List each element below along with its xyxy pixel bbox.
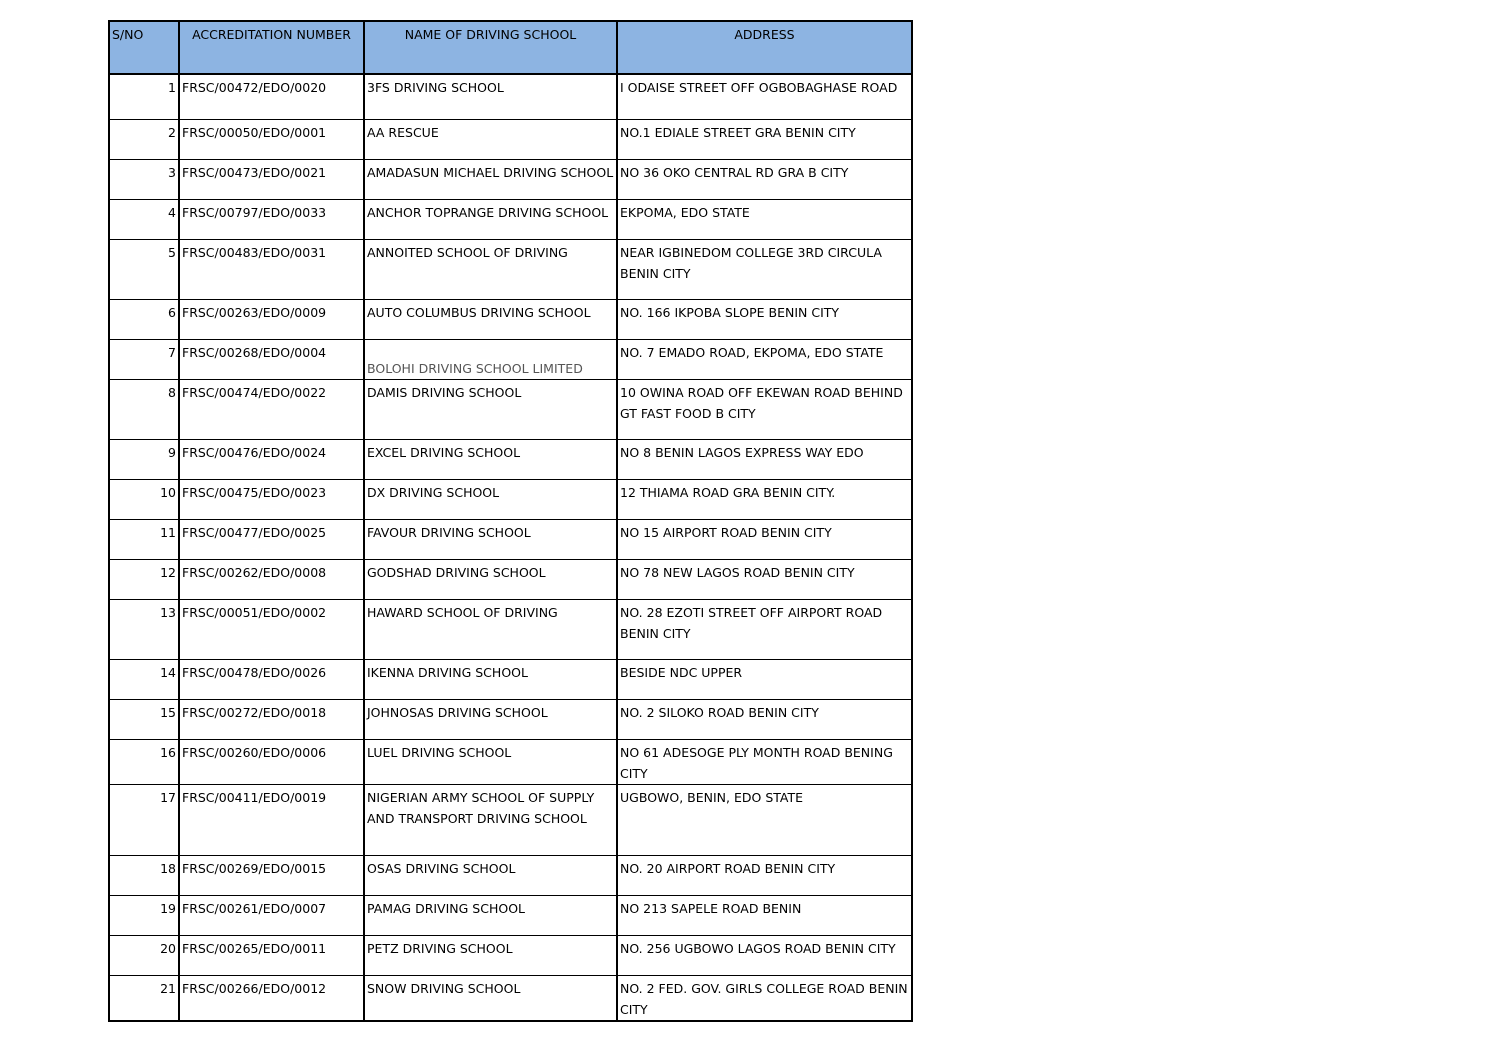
accreditation-cell: FRSC/00262/EDO/0008 xyxy=(179,560,364,600)
accreditation-cell: FRSC/00797/EDO/0033 xyxy=(179,200,364,240)
accreditation-cell: FRSC/00265/EDO/0011 xyxy=(179,936,364,976)
sno-cell: 3 xyxy=(109,160,179,200)
table-header xyxy=(109,21,912,74)
sno-cell: 10 xyxy=(109,480,179,520)
sno-cell: 7 xyxy=(109,340,179,380)
table-row xyxy=(109,340,912,380)
address-cell: BESIDE NDC UPPER xyxy=(617,660,912,700)
school-name-cell: PETZ DRIVING SCHOOL xyxy=(364,936,617,976)
sno-cell: 5 xyxy=(109,240,179,300)
table-row xyxy=(109,160,912,200)
accreditation-cell: FRSC/00269/EDO/0015 xyxy=(179,856,364,896)
school-name-cell: SNOW DRIVING SCHOOL xyxy=(364,976,617,1022)
address-cell: NO 15 AIRPORT ROAD BENIN CITY xyxy=(617,520,912,560)
address-cell: 10 OWINA ROAD OFF EKEWAN ROAD BEHIND GT FAST FOOD B CITY xyxy=(617,380,912,440)
accreditation-cell: FRSC/00051/EDO/0002 xyxy=(179,600,364,660)
header-address: ADDRESS xyxy=(617,21,912,74)
school-name-cell: JOHNOSAS DRIVING SCHOOL xyxy=(364,700,617,740)
address-cell: NO. 256 UGBOWO LAGOS ROAD BENIN CITY xyxy=(617,936,912,976)
address-cell: EKPOMA, EDO STATE xyxy=(617,200,912,240)
sno-cell: 15 xyxy=(109,700,179,740)
sno-cell: 20 xyxy=(109,936,179,976)
school-name-cell: LUEL DRIVING SCHOOL xyxy=(364,740,617,785)
table-row xyxy=(109,896,912,936)
school-name-cell: AMADASUN MICHAEL DRIVING SCHOOL xyxy=(364,160,617,200)
accreditation-cell: FRSC/00478/EDO/0026 xyxy=(179,660,364,700)
school-name-cell: DX DRIVING SCHOOL xyxy=(364,480,617,520)
address-cell: NO 213 SAPELE ROAD BENIN xyxy=(617,896,912,936)
driving-schools-table xyxy=(108,20,913,1022)
sno-cell: 12 xyxy=(109,560,179,600)
address-cell: I ODAISE STREET OFF OGBOBAGHASE ROAD xyxy=(617,74,912,120)
sno-cell: 18 xyxy=(109,856,179,896)
school-name-cell: HAWARD SCHOOL OF DRIVING xyxy=(364,600,617,660)
accreditation-cell: FRSC/00050/EDO/0001 xyxy=(179,120,364,160)
sno-cell: 17 xyxy=(109,785,179,856)
table-row xyxy=(109,440,912,480)
sno-cell: 8 xyxy=(109,380,179,440)
header-school-name: NAME OF DRIVING SCHOOL xyxy=(364,21,617,74)
table-row xyxy=(109,856,912,896)
accreditation-cell: FRSC/00263/EDO/0009 xyxy=(179,300,364,340)
address-cell: NO. 2 SILOKO ROAD BENIN CITY xyxy=(617,700,912,740)
table-row xyxy=(109,740,912,785)
school-name-cell: PAMAG DRIVING SCHOOL xyxy=(364,896,617,936)
table-row xyxy=(109,200,912,240)
school-name-cell: EXCEL DRIVING SCHOOL xyxy=(364,440,617,480)
school-name-cell: ANCHOR TOPRANGE DRIVING SCHOOL xyxy=(364,200,617,240)
school-name-cell: IKENNA DRIVING SCHOOL xyxy=(364,660,617,700)
address-cell: NO 36 OKO CENTRAL RD GRA B CITY xyxy=(617,160,912,200)
table-row xyxy=(109,660,912,700)
table-body xyxy=(109,74,912,1021)
sno-cell: 21 xyxy=(109,976,179,1022)
sno-cell: 1 xyxy=(109,74,179,120)
accreditation-cell: FRSC/00260/EDO/0006 xyxy=(179,740,364,785)
sno-cell: 19 xyxy=(109,896,179,936)
accreditation-cell: FRSC/00474/EDO/0022 xyxy=(179,380,364,440)
header-row xyxy=(109,21,912,74)
address-cell: NO. 7 EMADO ROAD, EKPOMA, EDO STATE xyxy=(617,340,912,380)
accreditation-cell: FRSC/00483/EDO/0031 xyxy=(179,240,364,300)
sno-cell: 9 xyxy=(109,440,179,480)
table-row xyxy=(109,520,912,560)
accreditation-cell: FRSC/00261/EDO/0007 xyxy=(179,896,364,936)
address-cell: NO. 20 AIRPORT ROAD BENIN CITY xyxy=(617,856,912,896)
accreditation-cell: FRSC/00473/EDO/0021 xyxy=(179,160,364,200)
address-cell: NO. 2 FED. GOV. GIRLS COLLEGE ROAD BENIN CITY xyxy=(617,976,912,1022)
school-name-cell: AA RESCUE xyxy=(364,120,617,160)
table-row xyxy=(109,976,912,1022)
accreditation-cell: FRSC/00266/EDO/0012 xyxy=(179,976,364,1022)
school-name-cell: OSAS DRIVING SCHOOL xyxy=(364,856,617,896)
address-cell: NO.1 EDIALE STREET GRA BENIN CITY xyxy=(617,120,912,160)
table-row xyxy=(109,120,912,160)
school-name-cell: FAVOUR DRIVING SCHOOL xyxy=(364,520,617,560)
sno-cell: 2 xyxy=(109,120,179,160)
accreditation-cell: FRSC/00411/EDO/0019 xyxy=(179,785,364,856)
school-name-cell: GODSHAD DRIVING SCHOOL xyxy=(364,560,617,600)
table-row xyxy=(109,936,912,976)
header-accreditation-number: ACCREDITATION NUMBER xyxy=(179,21,364,74)
sno-cell: 14 xyxy=(109,660,179,700)
accreditation-cell: FRSC/00268/EDO/0004 xyxy=(179,340,364,380)
address-cell: 12 THIAMA ROAD GRA BENIN CITY. xyxy=(617,480,912,520)
header-sno: S/NO xyxy=(109,21,179,74)
sno-cell: 16 xyxy=(109,740,179,785)
table-row xyxy=(109,480,912,520)
table-row xyxy=(109,380,912,440)
school-name-cell: BOLOHI DRIVING SCHOOL LIMITED xyxy=(364,340,617,380)
address-cell: NO 78 NEW LAGOS ROAD BENIN CITY xyxy=(617,560,912,600)
accreditation-cell: FRSC/00475/EDO/0023 xyxy=(179,480,364,520)
school-name-cell: DAMIS DRIVING SCHOOL xyxy=(364,380,617,440)
address-cell: NO 8 BENIN LAGOS EXPRESS WAY EDO xyxy=(617,440,912,480)
sno-cell: 6 xyxy=(109,300,179,340)
accreditation-cell: FRSC/00472/EDO/0020 xyxy=(179,74,364,120)
accreditation-cell: FRSC/00272/EDO/0018 xyxy=(179,700,364,740)
accreditation-cell: FRSC/00477/EDO/0025 xyxy=(179,520,364,560)
address-cell: NO. 28 EZOTI STREET OFF AIRPORT ROAD BENIN CITY xyxy=(617,600,912,660)
sno-cell: 4 xyxy=(109,200,179,240)
table-row xyxy=(109,74,912,120)
table-row xyxy=(109,785,912,856)
table-row xyxy=(109,300,912,340)
sno-cell: 13 xyxy=(109,600,179,660)
sno-cell: 11 xyxy=(109,520,179,560)
school-name-cell: NIGERIAN ARMY SCHOOL OF SUPPLY AND TRANSPORT DRIVING SCHOOL xyxy=(364,785,617,856)
table-row xyxy=(109,240,912,300)
table-row xyxy=(109,560,912,600)
address-cell: NO 61 ADESOGE PLY MONTH ROAD BENING CITY xyxy=(617,740,912,785)
address-cell: NO. 166 IKPOBA SLOPE BENIN CITY xyxy=(617,300,912,340)
school-name-cell: ANNOITED SCHOOL OF DRIVING xyxy=(364,240,617,300)
table-row xyxy=(109,600,912,660)
address-cell: NEAR IGBINEDOM COLLEGE 3RD CIRCULA BENIN CITY xyxy=(617,240,912,300)
school-name-cell: 3FS DRIVING SCHOOL xyxy=(364,74,617,120)
accreditation-cell: FRSC/00476/EDO/0024 xyxy=(179,440,364,480)
school-name-cell: AUTO COLUMBUS DRIVING SCHOOL xyxy=(364,300,617,340)
table-row xyxy=(109,700,912,740)
address-cell: UGBOWO, BENIN, EDO STATE xyxy=(617,785,912,856)
